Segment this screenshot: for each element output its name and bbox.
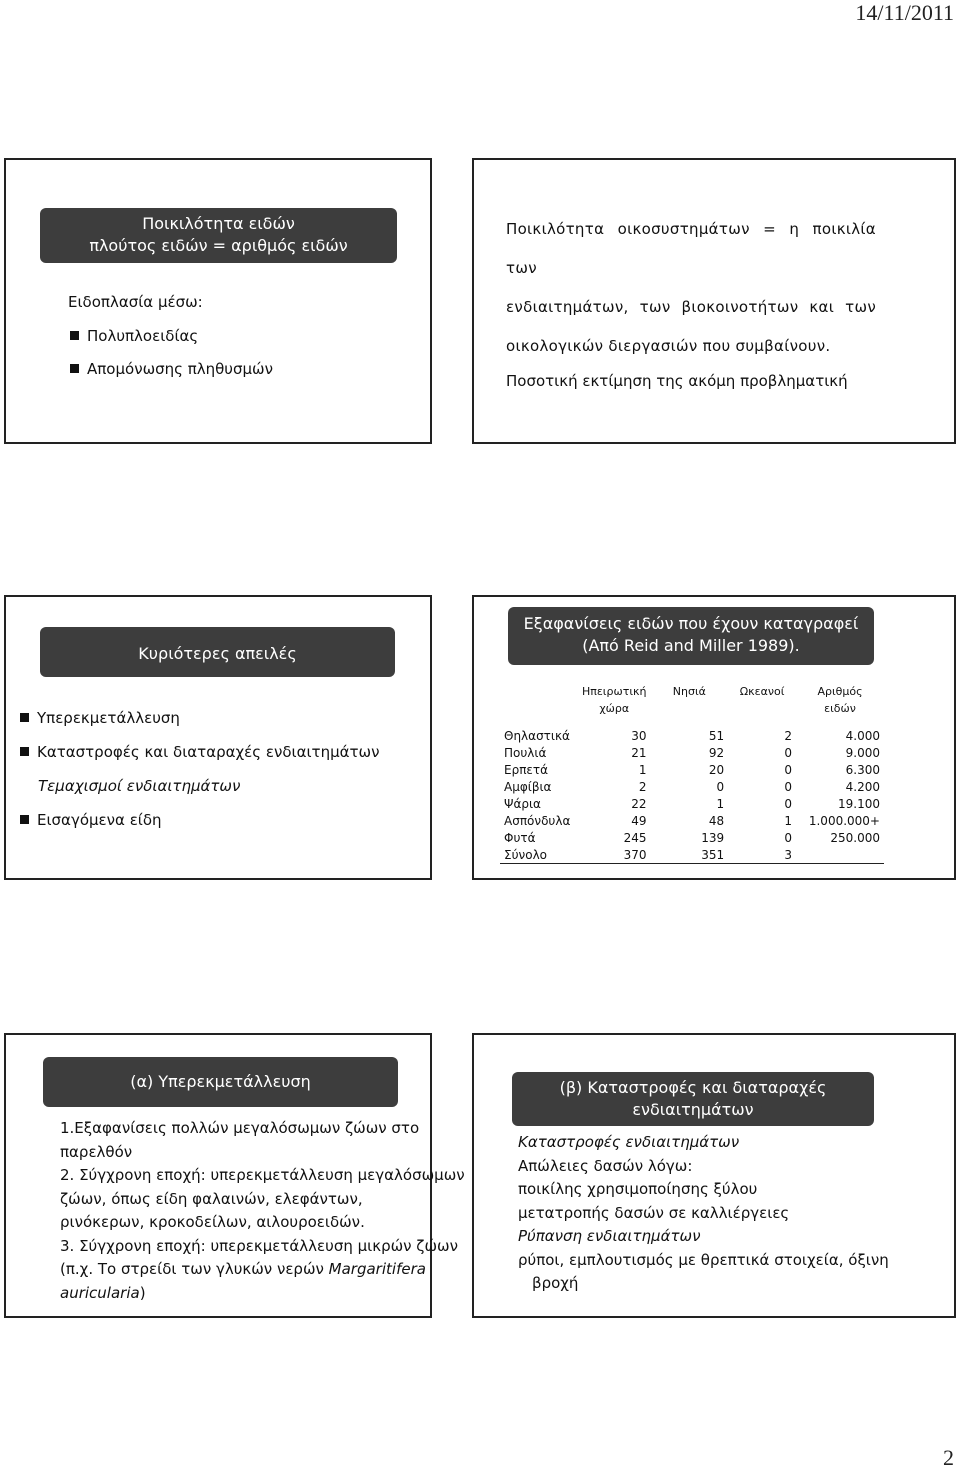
cell-species-count: 9.000 xyxy=(845,745,880,760)
list-line xyxy=(60,1282,465,1306)
cell-species-count: 19.100 xyxy=(838,796,880,811)
title-line-2: (Από Reid and Miller 1989). xyxy=(582,636,800,655)
title-line-1: Εξαφανίσεις ειδών που έχουν καταγραφεί xyxy=(523,614,859,633)
bullet-habitat-destruction: Καταστροφές και διαταραχές ενδιαιτημάτων xyxy=(20,743,379,761)
table-row-total xyxy=(500,846,884,864)
cell-category: Πουλιά xyxy=(504,745,547,760)
table-row xyxy=(500,761,884,778)
bullet-polyploidy: Πολυπλοειδίας xyxy=(70,327,198,345)
slide-overexploitation xyxy=(4,1033,465,1318)
table-row xyxy=(500,829,884,846)
list-line: 1.Εξαφανίσεις πολλών μεγαλόσωμων ζώων στο xyxy=(60,1119,420,1137)
list-line: Απώλειες δασών λόγω: xyxy=(518,1156,693,1175)
title-line-2: πλούτος ειδών = αριθμός ειδών xyxy=(89,236,348,255)
title-line-1: (β) Καταστροφές και διαταραχές xyxy=(559,1078,827,1097)
speciation-intro: Ειδοπλασία μέσω: xyxy=(68,293,203,311)
cell-islands: 139 xyxy=(701,830,725,845)
slide-main-threats xyxy=(4,595,432,880)
cell-category: Ασπόνδυλα xyxy=(504,813,571,828)
header-mainland xyxy=(578,683,651,727)
title-text: Κυριότερες απειλές xyxy=(138,644,297,663)
list-heading: Καταστροφές ενδιαιτημάτων xyxy=(518,1133,740,1151)
slide-title xyxy=(40,208,397,263)
list-line: ρινόκερων, κροκοδείλων, αιλουροειδών. xyxy=(60,1213,365,1231)
bullet-population-isolation: Απομόνωσης πληθυσμών xyxy=(70,360,273,378)
cell-islands: 51 xyxy=(708,728,725,743)
cell-category: Ψάρια xyxy=(504,796,541,811)
cell-species-count: 4.200 xyxy=(845,779,880,794)
table-header xyxy=(500,683,884,727)
cell-oceans: 2 xyxy=(784,728,793,743)
habitat-list xyxy=(518,1131,889,1296)
cell-species-count: 6.300 xyxy=(845,762,880,777)
cell-islands: 351 xyxy=(651,846,729,864)
cell-category: Σύνολο xyxy=(500,846,578,864)
list-heading: Ρύπανση ενδιαιτημάτων xyxy=(518,1227,701,1245)
definition-line-2: ενδιαιτημάτων, των βιοκοινοτήτων και των xyxy=(506,298,876,316)
list-line: ρύποι, εμπλουτισμός με θρεπτικά στοιχεία, όξινη xyxy=(518,1250,889,1269)
header-mainland-label: Ηπειρωτική χώρα xyxy=(581,685,647,715)
list-line: παρελθόν xyxy=(60,1142,133,1161)
list-line: μετατροπής δασών σε καλλιέργειες xyxy=(518,1203,790,1222)
cell-mainland: 22 xyxy=(631,796,647,811)
bullet-overexploitation: Υπερεκμετάλλευση xyxy=(20,709,180,727)
table-row xyxy=(500,744,884,761)
list-line: ζώων, όπως είδη φαλαινών, ελεφάντων, xyxy=(60,1189,363,1208)
slide-recorded-extinctions xyxy=(472,595,956,880)
cell-islands: 92 xyxy=(708,745,725,760)
cell-mainland: 30 xyxy=(631,728,647,743)
cell-category: Ερπετά xyxy=(504,762,549,777)
list-line: 3. Σύγχρονη εποχή: υπερεκμετάλλευση μικρών ζώων xyxy=(60,1236,458,1255)
header-species-count-label: Αριθμός ειδών xyxy=(817,685,863,715)
cell-category: Θηλαστικά xyxy=(504,728,570,743)
quantification-note: Ποσοτική εκτίμηση της ακόμη προβληματική xyxy=(506,372,848,390)
list-line: 2. Σύγχρονη εποχή: υπερεκμετάλλευση μεγαλόσωμων xyxy=(60,1166,465,1184)
page-number: 2 xyxy=(943,1445,954,1470)
print-date: 14/11/2011 xyxy=(855,0,954,25)
slide-title xyxy=(43,1057,398,1107)
definition-line-1: Ποικιλότητα οικοσυστημάτων = η ποικιλία των xyxy=(506,220,876,277)
cell-mainland: 1 xyxy=(638,762,647,777)
title-line-2: ενδιαιτημάτων xyxy=(632,1100,754,1119)
table-row xyxy=(500,795,884,812)
cell-islands: 0 xyxy=(716,779,725,794)
bullet-introduced-species: Εισαγόμενα είδη xyxy=(20,811,162,829)
cell-species-count: 250.000 xyxy=(830,830,880,845)
cell-species-count: 1.000.000+ xyxy=(808,813,880,828)
cell-islands: 48 xyxy=(708,813,725,828)
cell-mainland: 370 xyxy=(578,846,651,864)
cell-oceans: 0 xyxy=(784,745,793,760)
extinctions-table xyxy=(500,683,884,864)
cell-islands: 1 xyxy=(716,796,725,811)
cell-oceans: 0 xyxy=(784,762,793,777)
cell-category: Αμφίβια xyxy=(504,779,552,794)
table-row xyxy=(500,812,884,829)
header-oceans: Ωκεανοί xyxy=(739,685,785,698)
cell-oceans: 0 xyxy=(784,796,793,811)
header-species-count xyxy=(796,683,884,727)
slide-title xyxy=(512,1072,874,1126)
slide-species-diversity xyxy=(4,158,432,444)
cell-species-count: 4.000 xyxy=(845,728,880,743)
table-row xyxy=(500,727,884,744)
list-line: ποικίλης χρησιμοποίησης ξύλου xyxy=(518,1180,758,1198)
cell-mainland: 245 xyxy=(623,830,647,845)
table-row xyxy=(500,778,884,795)
cell-mainland: 21 xyxy=(631,745,647,760)
header-category xyxy=(500,683,578,727)
habitat-fragmentation: Τεμαχισμοί ενδιαιτημάτων xyxy=(38,777,241,795)
cell-category: Φυτά xyxy=(504,830,536,845)
cell-oceans: 0 xyxy=(784,779,793,794)
cell-oceans: 1 xyxy=(784,813,793,828)
list-line xyxy=(60,1258,465,1282)
cell-mainland: 2 xyxy=(638,779,647,794)
closing-paren: ) xyxy=(139,1283,146,1302)
slide-ecosystem-diversity xyxy=(472,158,956,444)
slide-title xyxy=(40,627,395,677)
slide-title xyxy=(508,607,874,665)
species-epithet: auricularia xyxy=(60,1283,140,1302)
list-line: βροχή xyxy=(532,1274,579,1292)
species-genus: Margaritifera xyxy=(328,1260,426,1278)
cell-oceans: 3 xyxy=(728,846,796,864)
overexploitation-list xyxy=(60,1117,465,1305)
title-line-1: Ποικιλότητα ειδών xyxy=(142,214,295,233)
list-line-text: (π.χ. Το στρείδι των γλυκών νερών xyxy=(60,1260,329,1278)
ecosystem-definition xyxy=(506,210,876,366)
cell-oceans: 0 xyxy=(784,830,793,845)
cell-species-count xyxy=(796,846,884,864)
slide-habitat-destruction xyxy=(472,1033,956,1318)
definition-line-3: οικολογικών διεργασιών που συμβαίνουν. xyxy=(506,337,831,355)
cell-mainland: 49 xyxy=(631,813,647,828)
header-islands: Νησιά xyxy=(672,685,706,698)
cell-islands: 20 xyxy=(708,762,725,777)
title-text: (α) Υπερεκμετάλλευση xyxy=(130,1072,311,1091)
